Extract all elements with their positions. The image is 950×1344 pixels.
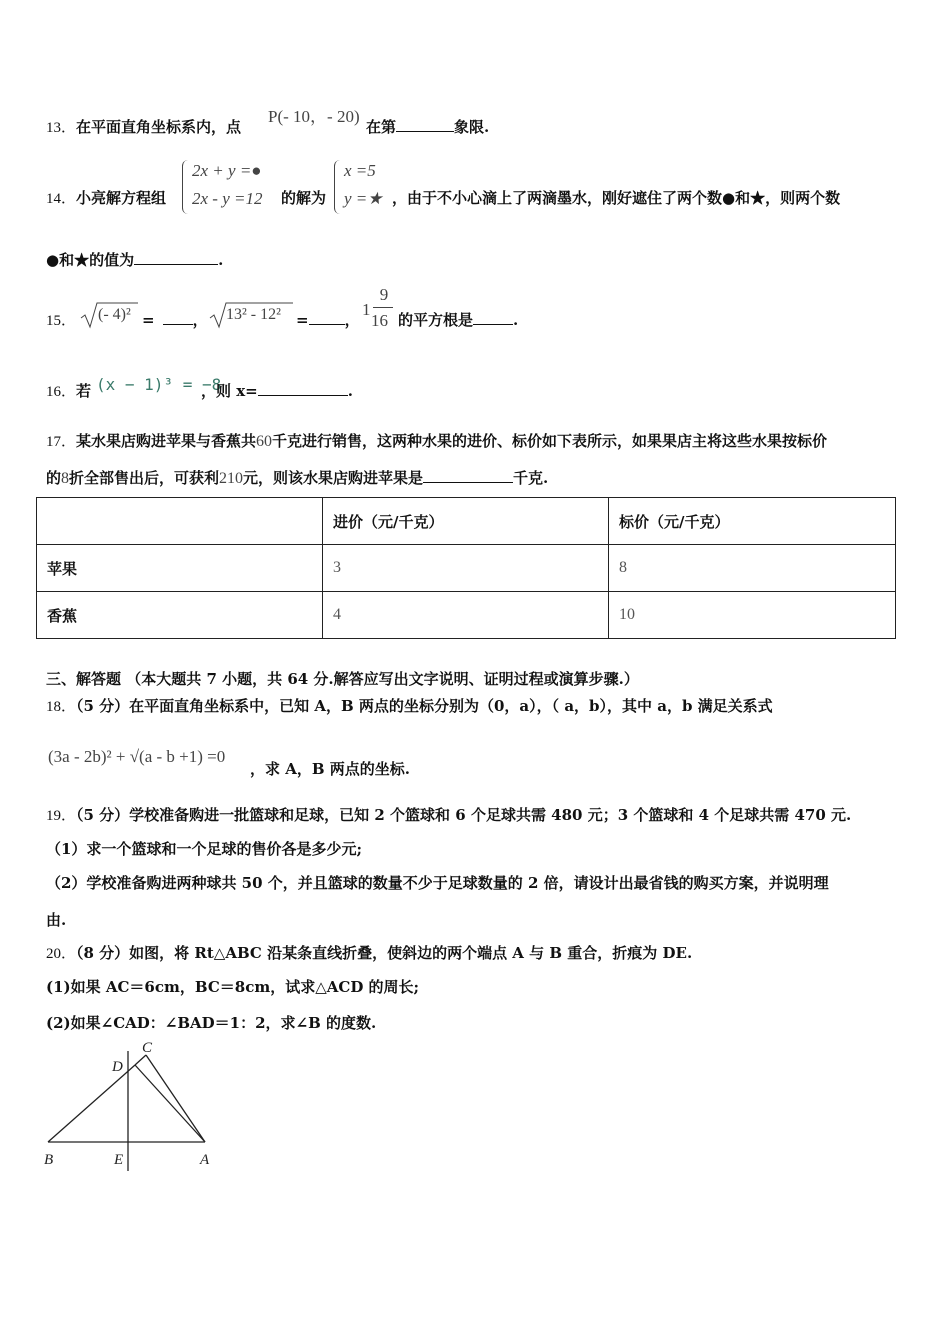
q18-number: 18． <box>46 699 77 715</box>
q15-tail <box>398 309 518 330</box>
q19-number: 19． <box>46 808 77 824</box>
q14-end: . <box>218 251 224 269</box>
q17-discount: 8 <box>61 470 70 487</box>
q14-eq1: 2x + y =● <box>192 161 262 180</box>
table-cell: 3 <box>323 545 609 592</box>
q14-text-a: 小亮解方程组 <box>76 189 167 207</box>
table-row <box>37 545 896 592</box>
q19-line1-text: （5 分）学校准备购进一批篮球和足球，已知 2 个篮球和 6 个足球共需 480 元；3 个篮球和 4 个足球共需 470 元. <box>76 806 852 824</box>
q17-price-table <box>36 497 896 639</box>
side-bc <box>48 1065 135 1142</box>
q16-end: . <box>347 382 353 400</box>
q17-line2-a: 的 <box>46 469 62 487</box>
table-cell: 10 <box>609 592 896 639</box>
table-header-cell <box>37 498 323 545</box>
side-ca <box>146 1055 205 1142</box>
q15-sep1: ， <box>192 311 208 329</box>
q20-line1-text: （8 分）如图，将 Rt△ABC 沿某条直线折叠，使斜边的两个端点 A 与 B 重合，折痕为 DE. <box>76 944 693 962</box>
q17-answer-blank[interactable] <box>423 468 513 483</box>
q14-brace-2 <box>334 160 343 214</box>
q16-equation: (x − 1)³ = −8 <box>96 375 222 394</box>
label-b: B <box>44 1152 54 1168</box>
label-a: A <box>200 1152 210 1168</box>
q14-eq2: 2x - y =12 <box>192 189 263 208</box>
q17-line1-a: 某水果店购进苹果与香蕉共 <box>76 432 257 450</box>
q15-frac-bar <box>373 307 393 308</box>
q15-blank-3[interactable] <box>473 310 513 325</box>
q13-text-b: 在第 <box>366 118 397 136</box>
q20-line1 <box>46 942 692 963</box>
q15-number-wrap <box>46 309 76 330</box>
table-header-cell: 进价（元/千克） <box>323 498 609 545</box>
q20-part1: (1)如果 AC＝6cm，BC＝8cm，试求△ACD 的周长; <box>46 978 420 996</box>
table-cell: 8 <box>609 545 896 592</box>
q16-text-a: 若 <box>76 382 92 400</box>
table-header-row <box>37 498 896 545</box>
q15-blank-2[interactable] <box>309 310 345 325</box>
q20-triangle-figure <box>40 1035 230 1180</box>
q16-number: 16． <box>46 384 77 400</box>
table-cell: 4 <box>323 592 609 639</box>
q15-number: 15． <box>46 313 77 329</box>
q18-line1-text: （5 分）在平面直角坐标系中，已知 A，B 两点的坐标分别为（0，a），（ a，b），其中 a，b 满足关系式 <box>76 697 773 715</box>
q15-text: 的平方根是 <box>398 311 474 329</box>
label-c: C <box>142 1040 153 1056</box>
table-row <box>37 592 896 639</box>
q16-answer-blank[interactable] <box>258 381 348 396</box>
label-d: D <box>112 1059 123 1075</box>
table-cell: 苹果 <box>37 545 323 592</box>
q14-text-b: 的解为 <box>281 189 327 207</box>
q19-line1 <box>46 804 851 825</box>
q17-profit: 210 <box>219 470 244 487</box>
segment-da <box>135 1065 205 1142</box>
q19-part2: （2）学校准备购进两种球共 50 个，并且篮球的数量不少于足球数量的 2 倍，请设计出最省钱的购买方案，并说明理 <box>46 874 829 892</box>
q13-tail <box>366 116 489 137</box>
q17-line1 <box>46 430 827 451</box>
q14-brace-1 <box>182 160 191 214</box>
q20-part2: (2)如果∠CAD：∠BAD＝1：2，求∠B 的度数. <box>46 1014 377 1032</box>
q17-line2-c: 元，则该水果店购进苹果是 <box>243 469 424 487</box>
q17-number: 17． <box>46 434 77 450</box>
q15-sep2: ， <box>344 311 360 329</box>
section-3-title: 三、解答题 （本大题共 7 小题，共 64 分.解答应写出文字说明、证明过程或演算步骤.） <box>46 670 639 688</box>
q13-answer-blank[interactable] <box>396 117 454 132</box>
q17-total: 60 <box>256 433 273 450</box>
q15-part2 <box>296 309 360 330</box>
q13 <box>46 116 241 137</box>
q13-text-a: 在平面直角坐标系内，点 <box>76 118 242 136</box>
q14-line2-text: ●和★的值为 <box>46 251 135 269</box>
q17-line1-b: 千克进行销售，这两种水果的进价、标价如下表所示，如果果店主将这些水果按标价 <box>272 432 828 450</box>
q14-text-c: ，由于不小心滴上了两滴墨水，刚好遮住了两个数●和★，则两个数 <box>392 189 841 207</box>
q18-line1 <box>46 695 773 716</box>
q19-part1: （1）求一个篮球和一个足球的售价各是多少元; <box>46 840 362 858</box>
q13-point: P(- 10，- 20) <box>268 107 360 126</box>
q18-formula: (3a - 2b)² + √(a - b +1) =0 <box>48 747 226 766</box>
q16-head <box>46 380 91 401</box>
q13-text-c: 象限. <box>454 118 490 136</box>
q16-text-b: ，则 x= <box>201 382 258 400</box>
q17-line2 <box>46 467 548 488</box>
q14-answer-blank[interactable] <box>134 250 218 265</box>
q15-end: . <box>513 311 519 329</box>
q17-line2-b: 折全部售出后，可获利 <box>69 469 220 487</box>
q14-sol1: x =5 <box>344 161 376 180</box>
q15-sqrt1: (- 4)² <box>98 306 131 323</box>
segment-dc <box>135 1055 146 1065</box>
q15-frac-num: 9 <box>379 285 389 304</box>
table-header-cell: 标价（元/千克） <box>609 498 896 545</box>
q18-line2: ，求 A，B 两点的坐标. <box>250 760 410 778</box>
label-e: E <box>114 1152 124 1168</box>
q17-line2-d: 千克. <box>513 469 549 487</box>
q15-eq1: = <box>142 311 155 329</box>
q14-number: 14． <box>46 191 77 207</box>
table-cell: 香蕉 <box>37 592 323 639</box>
q20-number: 20． <box>46 946 77 962</box>
q19-part2-cont: 由. <box>46 911 67 929</box>
q15-eq2: = <box>296 311 309 329</box>
q16-tail <box>201 380 353 401</box>
q15-part1 <box>142 309 208 330</box>
q15-whole: 1 <box>362 300 371 319</box>
q15-frac-den: 16 <box>371 311 388 330</box>
q13-number: 13． <box>46 120 77 136</box>
q14-line2 <box>46 249 223 270</box>
q15-sqrt2: 13² - 12² <box>226 306 281 323</box>
q14-sol2: y =★ <box>344 189 383 208</box>
q15-blank-1[interactable] <box>163 310 193 325</box>
q14-head <box>46 187 166 208</box>
